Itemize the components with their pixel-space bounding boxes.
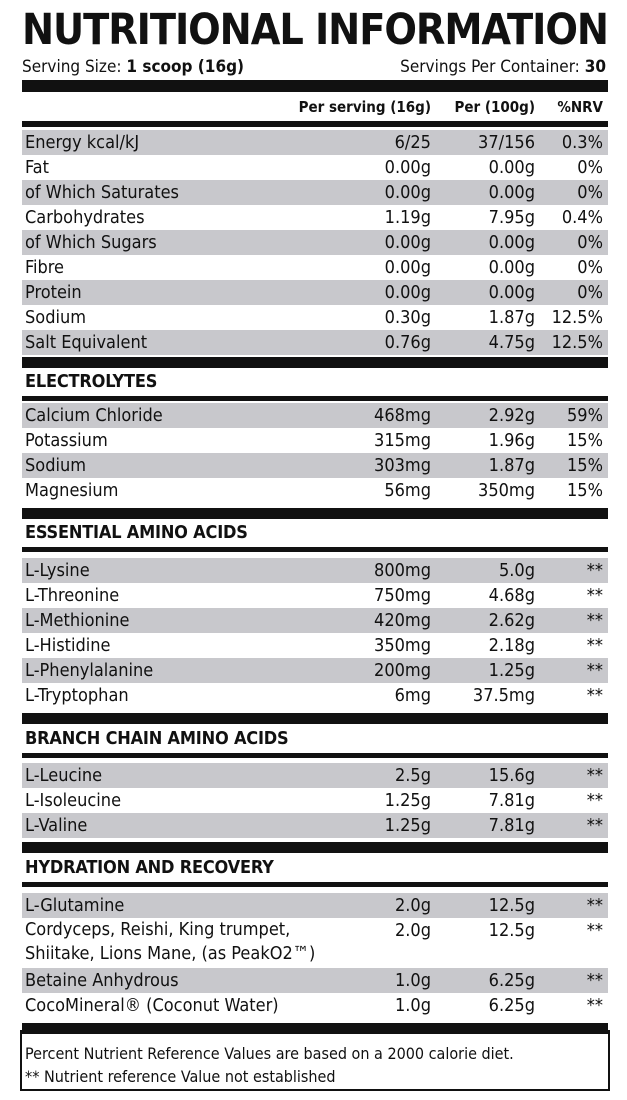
- per-100g-value: 7.81g: [488, 790, 535, 811]
- per-serving-value: 1.0g: [394, 970, 431, 991]
- per-100g-value: 37.5mg: [472, 685, 535, 706]
- per-100g-value: 1.25g: [488, 660, 535, 681]
- divider-medium: [22, 882, 608, 887]
- section-heading-essential-amino-acids: ESSENTIAL AMINO ACIDS: [25, 522, 248, 543]
- nutrient-name: L-Threonine: [25, 585, 120, 606]
- per-serving-value: 0.00g: [384, 257, 431, 278]
- table-row: [22, 763, 608, 788]
- column-header-per-serving: Per serving (16g): [298, 98, 431, 116]
- nutrient-name: CocoMineral® (Coconut Water): [25, 995, 279, 1016]
- table-row: [22, 558, 608, 583]
- table-row: [22, 633, 608, 658]
- per-serving-value: 1.19g: [384, 207, 431, 228]
- nrv-value: 59%: [567, 405, 603, 426]
- column-header-per-100g: Per (100g): [454, 98, 535, 116]
- nrv-value: **: [586, 635, 603, 656]
- nrv-value: 0%: [577, 182, 603, 203]
- per-serving-value: 303mg: [374, 455, 431, 476]
- nrv-value: 0%: [577, 232, 603, 253]
- nutrient-name: Fibre: [25, 257, 65, 278]
- section-heading-branch-chain-amino-acids: BRANCH CHAIN AMINO ACIDS: [25, 728, 289, 749]
- column-headers: [22, 95, 608, 119]
- divider-medium: [22, 547, 608, 552]
- table-row: [22, 608, 608, 633]
- table-row: [22, 583, 608, 608]
- nrv-value: 0.3%: [561, 132, 603, 153]
- nutrient-name: Potassium: [25, 430, 108, 451]
- table-row: [22, 130, 608, 155]
- nutrient-name: L-Valine: [25, 815, 88, 836]
- per-serving-value: 750mg: [374, 585, 431, 606]
- table-row: [22, 993, 608, 1018]
- nutrient-name: Sodium: [25, 307, 87, 328]
- nutrient-name: L-Isoleucine: [25, 790, 122, 811]
- nutrient-name: Betaine Anhydrous: [25, 970, 179, 991]
- divider-thick: [22, 508, 608, 519]
- per-serving-value: 315mg: [374, 430, 431, 451]
- per-100g-value: 7.81g: [488, 815, 535, 836]
- divider-thick: [22, 357, 608, 368]
- table-row: [22, 893, 608, 918]
- nrv-value: **: [586, 560, 603, 581]
- table-row: [22, 428, 608, 453]
- nutrient-name: of Which Saturates: [25, 182, 179, 203]
- nutrient-name: of Which Sugars: [25, 232, 157, 253]
- nutrient-name: L-Leucine: [25, 765, 103, 786]
- nutrient-name: L-Histidine: [25, 635, 111, 656]
- nutrient-name: L-Methionine: [25, 610, 130, 631]
- per-100g-value: 12.5g: [488, 920, 535, 941]
- per-serving-value: 6mg: [394, 685, 431, 706]
- nrv-value: **: [586, 995, 603, 1016]
- nrv-value: 15%: [567, 455, 603, 476]
- per-serving-value: 350mg: [374, 635, 431, 656]
- serving-size-label: Serving Size:: [22, 57, 122, 77]
- per-serving-value: 2.5g: [394, 765, 431, 786]
- per-100g-value: 1.87g: [488, 307, 535, 328]
- nutrient-name: Carbohydrates: [25, 207, 145, 228]
- per-100g-value: 2.92g: [488, 405, 535, 426]
- per-serving-value: 0.30g: [384, 307, 431, 328]
- per-100g-value: 1.96g: [488, 430, 535, 451]
- serving-info: [22, 55, 606, 79]
- table-row: [22, 180, 608, 205]
- per-100g-value: 0.00g: [488, 182, 535, 203]
- nrv-value: **: [586, 610, 603, 631]
- nrv-value: **: [586, 585, 603, 606]
- nutrient-name: Magnesium: [25, 480, 119, 501]
- per-100g-value: 6.25g: [488, 995, 535, 1016]
- per-serving-value: 1.0g: [394, 995, 431, 1016]
- table-row: [22, 205, 608, 230]
- nutrient-name-line-1: Cordyceps, Reishi, King trumpet,: [25, 919, 291, 940]
- table-row: [22, 813, 608, 838]
- table-row: [22, 478, 608, 503]
- nutrient-name: Sodium: [25, 455, 87, 476]
- per-100g-value: 350mg: [478, 480, 535, 501]
- nutrient-name: L-Phenylalanine: [25, 660, 154, 681]
- per-100g-value: 6.25g: [488, 970, 535, 991]
- servings-per-container-label: Servings Per Container:: [400, 57, 580, 77]
- per-100g-value: 0.00g: [488, 257, 535, 278]
- nrv-value: **: [586, 685, 603, 706]
- nutrient-name-line-2: Shiitake, Lions Mane, (as PeakO2™): [25, 943, 316, 964]
- divider-medium: [22, 396, 608, 401]
- nrv-value: **: [586, 920, 603, 941]
- per-100g-value: 37/156: [478, 132, 535, 153]
- nutrient-name: Protein: [25, 282, 82, 303]
- nrv-value: 0.4%: [561, 207, 603, 228]
- nrv-value: 0%: [577, 157, 603, 178]
- nrv-value: **: [586, 790, 603, 811]
- panel-title: NUTRITIONAL INFORMATION: [22, 5, 608, 55]
- nutrient-name: Calcium Chloride: [25, 405, 163, 426]
- per-100g-value: 2.62g: [488, 610, 535, 631]
- per-serving-value: 1.25g: [384, 815, 431, 836]
- table-row: [22, 658, 608, 683]
- nrv-value: **: [586, 660, 603, 681]
- per-100g-value: 12.5g: [488, 895, 535, 916]
- per-serving-value: 200mg: [374, 660, 431, 681]
- table-row: [22, 255, 608, 280]
- frame-border-bottom: [20, 1089, 610, 1091]
- column-header-nrv: %NRV: [557, 98, 603, 116]
- frame-border-right: [608, 1030, 610, 1091]
- per-serving-value: 0.00g: [384, 282, 431, 303]
- per-100g-value: 0.00g: [488, 157, 535, 178]
- table-row: [22, 230, 608, 255]
- section-heading-hydration-recovery: HYDRATION AND RECOVERY: [25, 857, 274, 878]
- table-row: [22, 788, 608, 813]
- table-row: [22, 403, 608, 428]
- servings-per-container: [400, 55, 606, 79]
- table-row: [22, 330, 608, 355]
- per-100g-value: 4.68g: [488, 585, 535, 606]
- nutrient-name: L-Glutamine: [25, 895, 125, 916]
- divider-thick: [22, 713, 608, 724]
- per-100g-value: 0.00g: [488, 232, 535, 253]
- table-row: [22, 453, 608, 478]
- frame-border-left: [20, 1030, 22, 1091]
- nrv-value: 0%: [577, 282, 603, 303]
- divider-thick: [22, 842, 608, 853]
- footnote-asterisk: ** Nutrient reference Value not established: [25, 1067, 336, 1086]
- serving-size: [22, 55, 244, 79]
- table-row: [22, 683, 608, 708]
- per-100g-value: 0.00g: [488, 282, 535, 303]
- per-serving-value: 2.0g: [394, 920, 431, 941]
- serving-size-value: 1 scoop (16g): [126, 57, 245, 77]
- per-serving-value: 468mg: [374, 405, 431, 426]
- servings-per-container-value: 30: [584, 57, 606, 77]
- per-100g-value: 4.75g: [488, 332, 535, 353]
- footnote-nrv: Percent Nutrient Reference Values are based on a 2000 calorie diet.: [25, 1044, 514, 1063]
- nrv-value: **: [586, 970, 603, 991]
- per-serving-value: 420mg: [374, 610, 431, 631]
- nrv-value: 15%: [567, 480, 603, 501]
- divider-medium: [22, 753, 608, 758]
- per-100g-value: 2.18g: [488, 635, 535, 656]
- nrv-value: 15%: [567, 430, 603, 451]
- table-row: [22, 280, 608, 305]
- per-serving-value: 0.00g: [384, 232, 431, 253]
- per-serving-value: 0.00g: [384, 182, 431, 203]
- per-serving-value: 6/25: [394, 132, 431, 153]
- per-serving-value: 800mg: [374, 560, 431, 581]
- per-100g-value: 5.0g: [498, 560, 535, 581]
- divider-medium: [22, 121, 608, 127]
- nrv-value: 12.5%: [551, 332, 603, 353]
- nrv-value: 0%: [577, 257, 603, 278]
- section-heading-electrolytes: ELECTROLYTES: [25, 371, 158, 392]
- nutrient-name: L-Lysine: [25, 560, 90, 581]
- per-serving-value: 56mg: [384, 480, 431, 501]
- per-100g-value: 15.6g: [488, 765, 535, 786]
- nutrient-name: [25, 918, 315, 966]
- nrv-value: **: [586, 765, 603, 786]
- table-row: [22, 305, 608, 330]
- per-serving-value: 2.0g: [394, 895, 431, 916]
- nutrient-name: Salt Equivalent: [25, 332, 148, 353]
- table-row: [22, 918, 608, 966]
- nutrient-name: L-Tryptophan: [25, 685, 129, 706]
- nutrient-name: Fat: [25, 157, 49, 178]
- nrv-value: 12.5%: [551, 307, 603, 328]
- per-100g-value: 1.87g: [488, 455, 535, 476]
- table-row: [22, 155, 608, 180]
- divider-thick: [22, 80, 608, 92]
- per-100g-value: 7.95g: [488, 207, 535, 228]
- per-serving-value: 0.00g: [384, 157, 431, 178]
- nutrient-name: Energy kcal/kJ: [25, 132, 140, 153]
- per-serving-value: 0.76g: [384, 332, 431, 353]
- divider-thick: [22, 1023, 608, 1034]
- nrv-value: **: [586, 815, 603, 836]
- nrv-value: **: [586, 895, 603, 916]
- table-row: [22, 968, 608, 993]
- per-serving-value: 1.25g: [384, 790, 431, 811]
